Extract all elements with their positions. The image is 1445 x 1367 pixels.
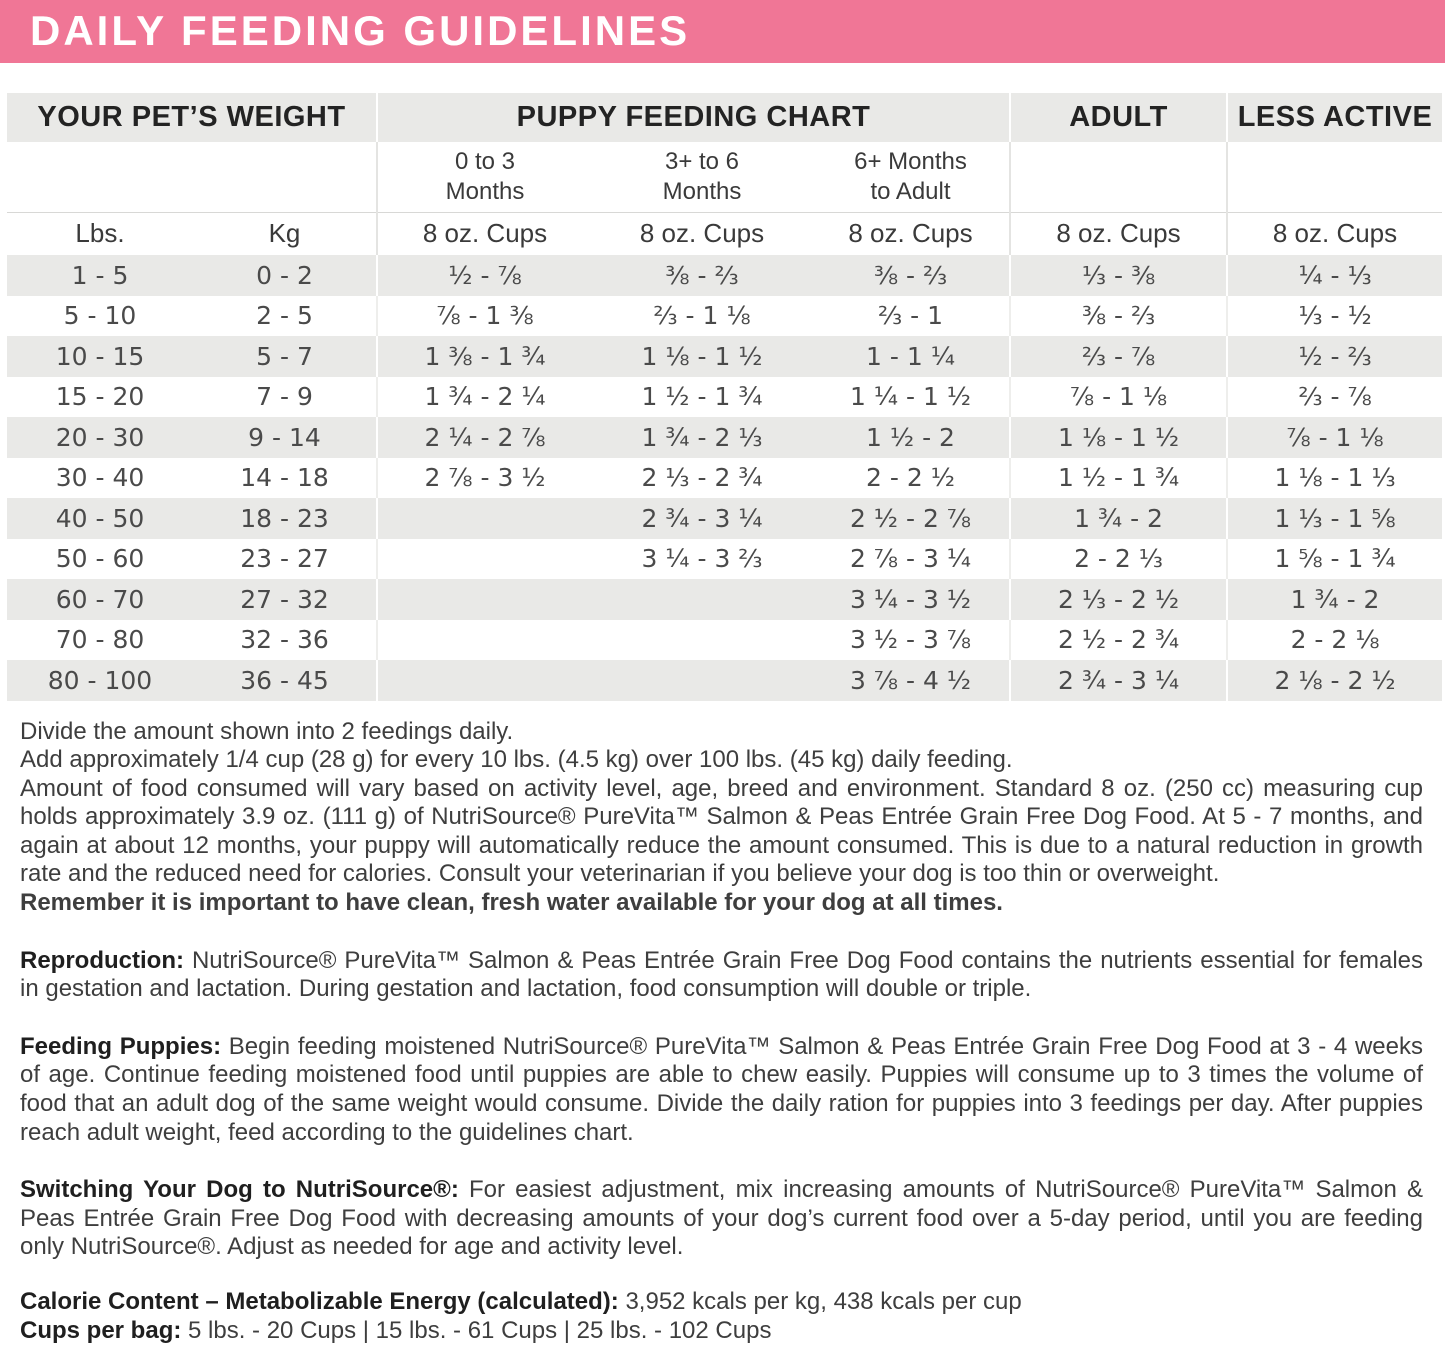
table-cell: 2 ⅓ - 2 ¾ (641, 463, 763, 493)
table-cell: 1 ⅛ - 1 ½ (1010, 417, 1227, 458)
table-cell: 1 - 5 (71, 260, 129, 290)
table-cell: 1 ½ - 2 (812, 417, 1010, 458)
table-cell: 27 - 32 (193, 579, 377, 620)
age-header-0-3: 0 to 3 Months (445, 148, 525, 205)
table-cell: 60 - 70 (55, 584, 145, 614)
table-cell: ⅜ - ⅔ (812, 255, 1010, 296)
unit-header-cups: 8 oz. Cups (592, 212, 812, 255)
adult-group-header: ADULT (1010, 93, 1227, 142)
title-band (0, 0, 1445, 63)
table-cell: ⅞ - 1 ⅜ (436, 301, 534, 331)
section-switching (20, 1176, 1423, 1262)
section-label: Calorie Content – Metabolizable Energy (calculated): (20, 1288, 619, 1315)
table-cell (377, 498, 592, 539)
table-cell: ¼ - ⅓ (1298, 260, 1372, 290)
table-cell: 2 ¾ - 3 ¼ (641, 503, 763, 533)
less-active-group-header: LESS ACTIVE (1237, 101, 1433, 133)
table-cell: 3 ⅞ - 4 ½ (812, 660, 1010, 701)
table-cell (592, 660, 812, 701)
table-row (7, 336, 1442, 377)
section-cups-per-bag (20, 1317, 1423, 1346)
table-row (7, 255, 1442, 296)
table-cell: 1 ¾ - 2 ⅓ (641, 422, 763, 452)
feeding-notes (20, 718, 1423, 918)
table-cell: 1 ⅓ - 1 ⅝ (1274, 503, 1396, 533)
table-row (7, 417, 1442, 458)
table-cell (7, 142, 193, 212)
table-cell: 3 ¼ - 3 ⅔ (641, 544, 763, 574)
table-cell: 20 - 30 (55, 422, 145, 452)
note-amount-paragraph: Amount of food consumed will vary based on activity level, age, breed and environment. Standard 8 oz. (250 cc) measuring cup holds approximately 3.9 oz. (111 g) of NutriSource® PureVita™ Salmon & Peas Entrée Grain Free Dog Food. At 5 - 7 months, and again at about 12 months, your puppy will automatically reduce the amount consumed. This is due to a natural reduction in growth rate and the reduced need for calories. Consult your veterinarian if you believe your dog is too thin or overweight. (20, 774, 1423, 888)
section-calorie-content (20, 1288, 1423, 1317)
table-cell (592, 620, 812, 661)
table-cell: 1 ⅛ - 1 ½ (641, 341, 763, 371)
table-cell (592, 579, 812, 620)
table-cell: 30 - 40 (55, 463, 145, 493)
table-cell: 1 ¾ - 2 (1290, 584, 1380, 614)
table-cell: 32 - 36 (193, 620, 377, 661)
table-cell: 0 - 2 (193, 255, 377, 296)
table-cell: 5 - 7 (193, 336, 377, 377)
table-cell: ⅜ - ⅔ (1010, 296, 1227, 337)
weight-group-header: YOUR PET’S WEIGHT (7, 93, 377, 142)
table-cell: 18 - 23 (193, 498, 377, 539)
table-cell: 2 ½ - 2 ⅞ (812, 498, 1010, 539)
table-cell: ⅔ - 1 (812, 296, 1010, 337)
puppy-group-header: PUPPY FEEDING CHART (377, 93, 1010, 142)
unit-header-cups: 8 oz. Cups (812, 212, 1010, 255)
table-cell: 2 ¼ - 2 ⅞ (424, 422, 546, 452)
table-row (7, 498, 1442, 539)
table-cell: 2 ⅓ - 2 ½ (1010, 579, 1227, 620)
section-label: Cups per bag: (20, 1316, 182, 1344)
table-cell (377, 660, 592, 701)
table-cell: 9 - 14 (193, 417, 377, 458)
table-cell: 2 ¾ - 3 ¼ (1010, 660, 1227, 701)
table-cell: ⅜ - ⅔ (665, 260, 739, 290)
table-cell: 36 - 45 (193, 660, 377, 701)
table-cell: 70 - 80 (55, 625, 145, 655)
note-fresh-water: Remember it is important to have clean, fresh water available for your dog at all times. (20, 889, 1003, 917)
table-cell: 3 ¼ - 3 ½ (812, 579, 1010, 620)
feeding-table-wrap (7, 93, 1442, 701)
table-cell (377, 620, 592, 661)
group-header-row (7, 93, 1442, 142)
table-cell: ½ - ⅔ (1298, 341, 1372, 371)
table-cell: ⅔ - 1 ⅛ (653, 301, 751, 331)
table-cell: 2 ⅞ - 3 ¼ (812, 539, 1010, 580)
unit-header-cups: 8 oz. Cups (377, 212, 592, 255)
table-cell: 2 ½ - 2 ¾ (1010, 620, 1227, 661)
table-cell (1010, 142, 1227, 212)
table-cell: ⅓ - ⅜ (1010, 255, 1227, 296)
table-cell: 1 - 1 ¼ (812, 336, 1010, 377)
table-cell (377, 579, 592, 620)
table-cell (193, 142, 377, 212)
section-text: 3,952 kcals per kg, 438 kcals per cup (618, 1288, 1022, 1315)
page-title: DAILY FEEDING GUIDELINES (30, 6, 691, 54)
section-label: Switching Your Dog to NutriSource®: (20, 1176, 459, 1204)
table-cell (1227, 142, 1442, 212)
age-header-3-6: 3+ to 6 Months (662, 148, 742, 205)
section-reproduction (20, 947, 1423, 1004)
feeding-guidelines-table (7, 93, 1442, 701)
table-cell: 1 ¼ - 1 ½ (812, 377, 1010, 418)
table-cell: 10 - 15 (55, 341, 145, 371)
unit-header-row (7, 212, 1442, 255)
table-cell: 1 ½ - 1 ¾ (1010, 458, 1227, 499)
table-cell: 2 - 2 ½ (812, 458, 1010, 499)
table-cell: ½ - ⅞ (448, 260, 522, 290)
table-row (7, 660, 1442, 701)
section-feeding-puppies (20, 1033, 1423, 1147)
section-text: 5 lbs. - 20 Cups | 15 lbs. - 61 Cups | 25 lbs. - 102 Cups (181, 1316, 772, 1344)
table-cell: 2 ⅛ - 2 ½ (1274, 665, 1396, 695)
age-header-6-adult: 6+ Months to Adult (812, 142, 1010, 212)
table-cell: 14 - 18 (193, 458, 377, 499)
table-cell: 5 - 10 (63, 301, 137, 331)
table-cell: ⅔ - ⅞ (1010, 336, 1227, 377)
table-cell: ⅓ - ½ (1298, 301, 1372, 331)
age-header-row (7, 142, 1442, 212)
unit-header-cups: 8 oz. Cups (1010, 212, 1227, 255)
table-cell: 23 - 27 (193, 539, 377, 580)
unit-header-kg: Kg (193, 212, 377, 255)
table-row (7, 296, 1442, 337)
table-cell (377, 539, 592, 580)
table-cell: 1 ⅛ - 1 ⅓ (1274, 463, 1396, 493)
table-row (7, 620, 1442, 661)
table-cell: 40 - 50 (55, 503, 145, 533)
table-cell: 1 ¾ - 2 ¼ (424, 382, 546, 412)
table-cell: ⅞ - 1 ⅛ (1010, 377, 1227, 418)
table-cell: 2 - 2 ⅓ (1010, 539, 1227, 580)
table-row (7, 377, 1442, 418)
table-cell: 80 - 100 (47, 665, 153, 695)
section-label: Reproduction: (20, 946, 184, 974)
section-text: NutriSource® PureVita™ Salmon & Peas Entrée Grain Free Dog Food contains the nutrients essential for females in gestation and lactation. During gestation and lactation, food consumption will double or triple. (20, 946, 1423, 1003)
table-cell: 15 - 20 (55, 382, 145, 412)
table-cell: 2 - 5 (193, 296, 377, 337)
table-row (7, 539, 1442, 580)
unit-header-cups: 8 oz. Cups (1227, 212, 1442, 255)
table-cell: 3 ½ - 3 ⅞ (812, 620, 1010, 661)
table-cell: 1 ⅝ - 1 ¾ (1274, 544, 1396, 574)
unit-header-lbs: Lbs. (7, 212, 193, 255)
note-add-quarter-cup: Add approximately 1/4 cup (28 g) for every 10 lbs. (4.5 kg) over 100 lbs. (45 kg) daily feeding. (20, 746, 1013, 774)
section-text: For easiest adjustment, mix increasing amounts of NutriSource® PureVita™ Salmon & Peas Entrée Grain Free Dog Food with decreasing amounts of your dog’s current food over a 5-day period, until you are feeding only NutriSource®. Adjust as needed for age and activity level. (20, 1176, 1423, 1261)
table-cell: 2 ⅞ - 3 ½ (424, 463, 546, 493)
section-label: Feeding Puppies: (20, 1032, 222, 1060)
table-row (7, 579, 1442, 620)
note-divide-feedings: Divide the amount shown into 2 feedings daily. (20, 717, 514, 745)
table-cell: 2 - 2 ⅛ (1290, 625, 1380, 655)
table-cell: 1 ½ - 1 ¾ (641, 382, 763, 412)
table-cell: 1 ⅜ - 1 ¾ (424, 341, 546, 371)
table-cell: ⅔ - ⅞ (1298, 382, 1372, 412)
table-row (7, 458, 1442, 499)
table-cell: 50 - 60 (55, 544, 145, 574)
table-cell: ⅞ - 1 ⅛ (1286, 422, 1384, 452)
table-cell: 7 - 9 (193, 377, 377, 418)
table-cell: 1 ¾ - 2 (1010, 498, 1227, 539)
section-text: Begin feeding moistened NutriSource® PureVita™ Salmon & Peas Entrée Grain Free Dog Food at 3 - 4 weeks of age. Continue feeding moistened food until puppies are able to chew easily. Puppies will consume up to 3 times the volume of food that an adult dog of the same weight would consume. Divide the daily ration for puppies into 3 feedings per day. After puppies reach adult weight, feed according to the guidelines chart. (20, 1032, 1424, 1146)
